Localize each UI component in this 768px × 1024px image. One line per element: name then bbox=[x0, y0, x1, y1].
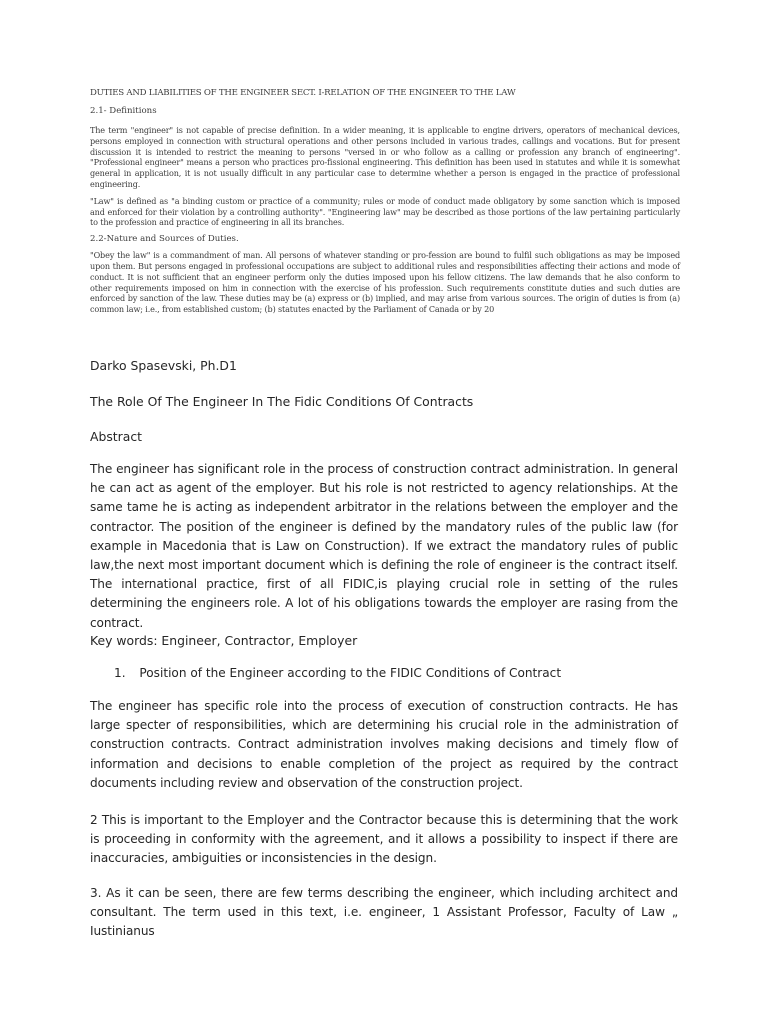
body-paragraph-3: 3. As it can be seen, there are few terms describing the engineer, which including architect and consultant. The term used in this text, i.e. engineer, 1 Assistant Professor, Faculty of Law „ Iustinianus bbox=[90, 886, 678, 939]
scan-paragraph-duties: "Obey the law" is a commandment of man. All persons of whatever standing or pro-fession are bound to fulfil such obligations as may be imposed upon them. But persons engaged in professional occupations are subject to additional rules and responsibilities affecting their actions and mode of conduct. It is not sufficient that an engineer perform only the duties imposed upon his fellow citizens. The law demands that he also conform to other requirements imposed on him in connection with the exercise of his profession. Such requirements constitute duties and such duties are enforced by sanction of the law. These duties may be (a) express or (b) implied, and may arise from various sources. The origin of duties is from (a) common law; i.e., from established custom; (b) statutes enacted by the Parliament of Canada or by 20 bbox=[90, 250, 680, 315]
abstract-text: The engineer has significant role in the process of construction contract administration. In general he can act as agent of the employer. But his role is not restricted to agency relationships. At the same tame he is acting as independent arbitrator in the relations between the employer and the contractor. The position of the engineer is defined by the mandatory rules of the public law (for example in Macedonia that is Law on Construction). If we extract the mandatory rules of public law,the next most important document which is defining the role of engineer is the contract itself. The international practice, first of all FIDIC,is playing crucial role in setting of the rules determining the engineers role. A lot of his obligations towards the employer are rasing from the contract. bbox=[90, 462, 678, 630]
article-title: The Role Of The Engineer In The Fidic Conditions Of Contracts bbox=[90, 394, 474, 409]
body-paragraph-2: 2 This is important to the Employer and the Contractor because this is determining that the work is proceeding in conformity with the agreement, and it allows a possibility to inspect if there are inaccuracies, ambiguities or inconsistencies in the design. bbox=[90, 813, 678, 866]
scan-title: DUTIES AND LIABILITIES OF THE ENGINEER SECT. I-RELATION OF THE ENGINEER TO THE LAW bbox=[90, 88, 516, 98]
keywords-line: Key words: Engineer, Contractor, Employer bbox=[90, 633, 358, 648]
scan-heading-duties: 2.2-Nature and Sources of Duties. bbox=[90, 234, 239, 245]
section-1-heading bbox=[114, 666, 561, 680]
scanned-excerpt bbox=[90, 88, 680, 321]
body-paragraph-1: The engineer has specific role into the process of execution of construction contracts. He has large specter of responsibilities, which are determining his crucial role in the administration of construction contracts. Contract administration involves making decisions and timely flow of information and decisions to enable completion of the project as required by the contract documents including review and observation of the construction project. bbox=[90, 699, 678, 790]
scan-paragraph-engineer-definition: The term "engineer" is not capable of precise definition. In a wider meaning, it is applicable to engine drivers, operators of mechanical devices, persons employed in connection with structural operations and other persons included in various trades, callings and vocations. But for present discussion it is intended to restrict the meaning to persons "versed in or who follow as a calling or profession any branch of engineering". "Professional engineer" means a person who practices pro-fissional engineering. This definition has been used in statutes and while it is somewhat general in application, it is not usually difficult in any particular case to determine whether a person is engaged in the practice of professional engineering. bbox=[90, 125, 680, 189]
section-1-title: Position of the Engineer according to the FIDIC Conditions of Contract bbox=[139, 666, 562, 680]
scan-paragraph-law-definition: "Law" is defined as "a binding custom or practice of a community; rules or mode of conduct made obligatory by some sanction which is imposed and enforced for their violation by a controlling authority". "Engineering law" may be described as those portions of the law pertaining particularly to the profession and practice of engineering in all its branches. bbox=[90, 195, 680, 228]
scan-heading-definitions: 2.1- Definitions bbox=[90, 106, 157, 116]
author-line: Darko Spasevski, Ph.D1 bbox=[90, 358, 237, 373]
section-1-number: 1. bbox=[114, 666, 126, 680]
abstract-heading: Abstract bbox=[90, 429, 143, 444]
